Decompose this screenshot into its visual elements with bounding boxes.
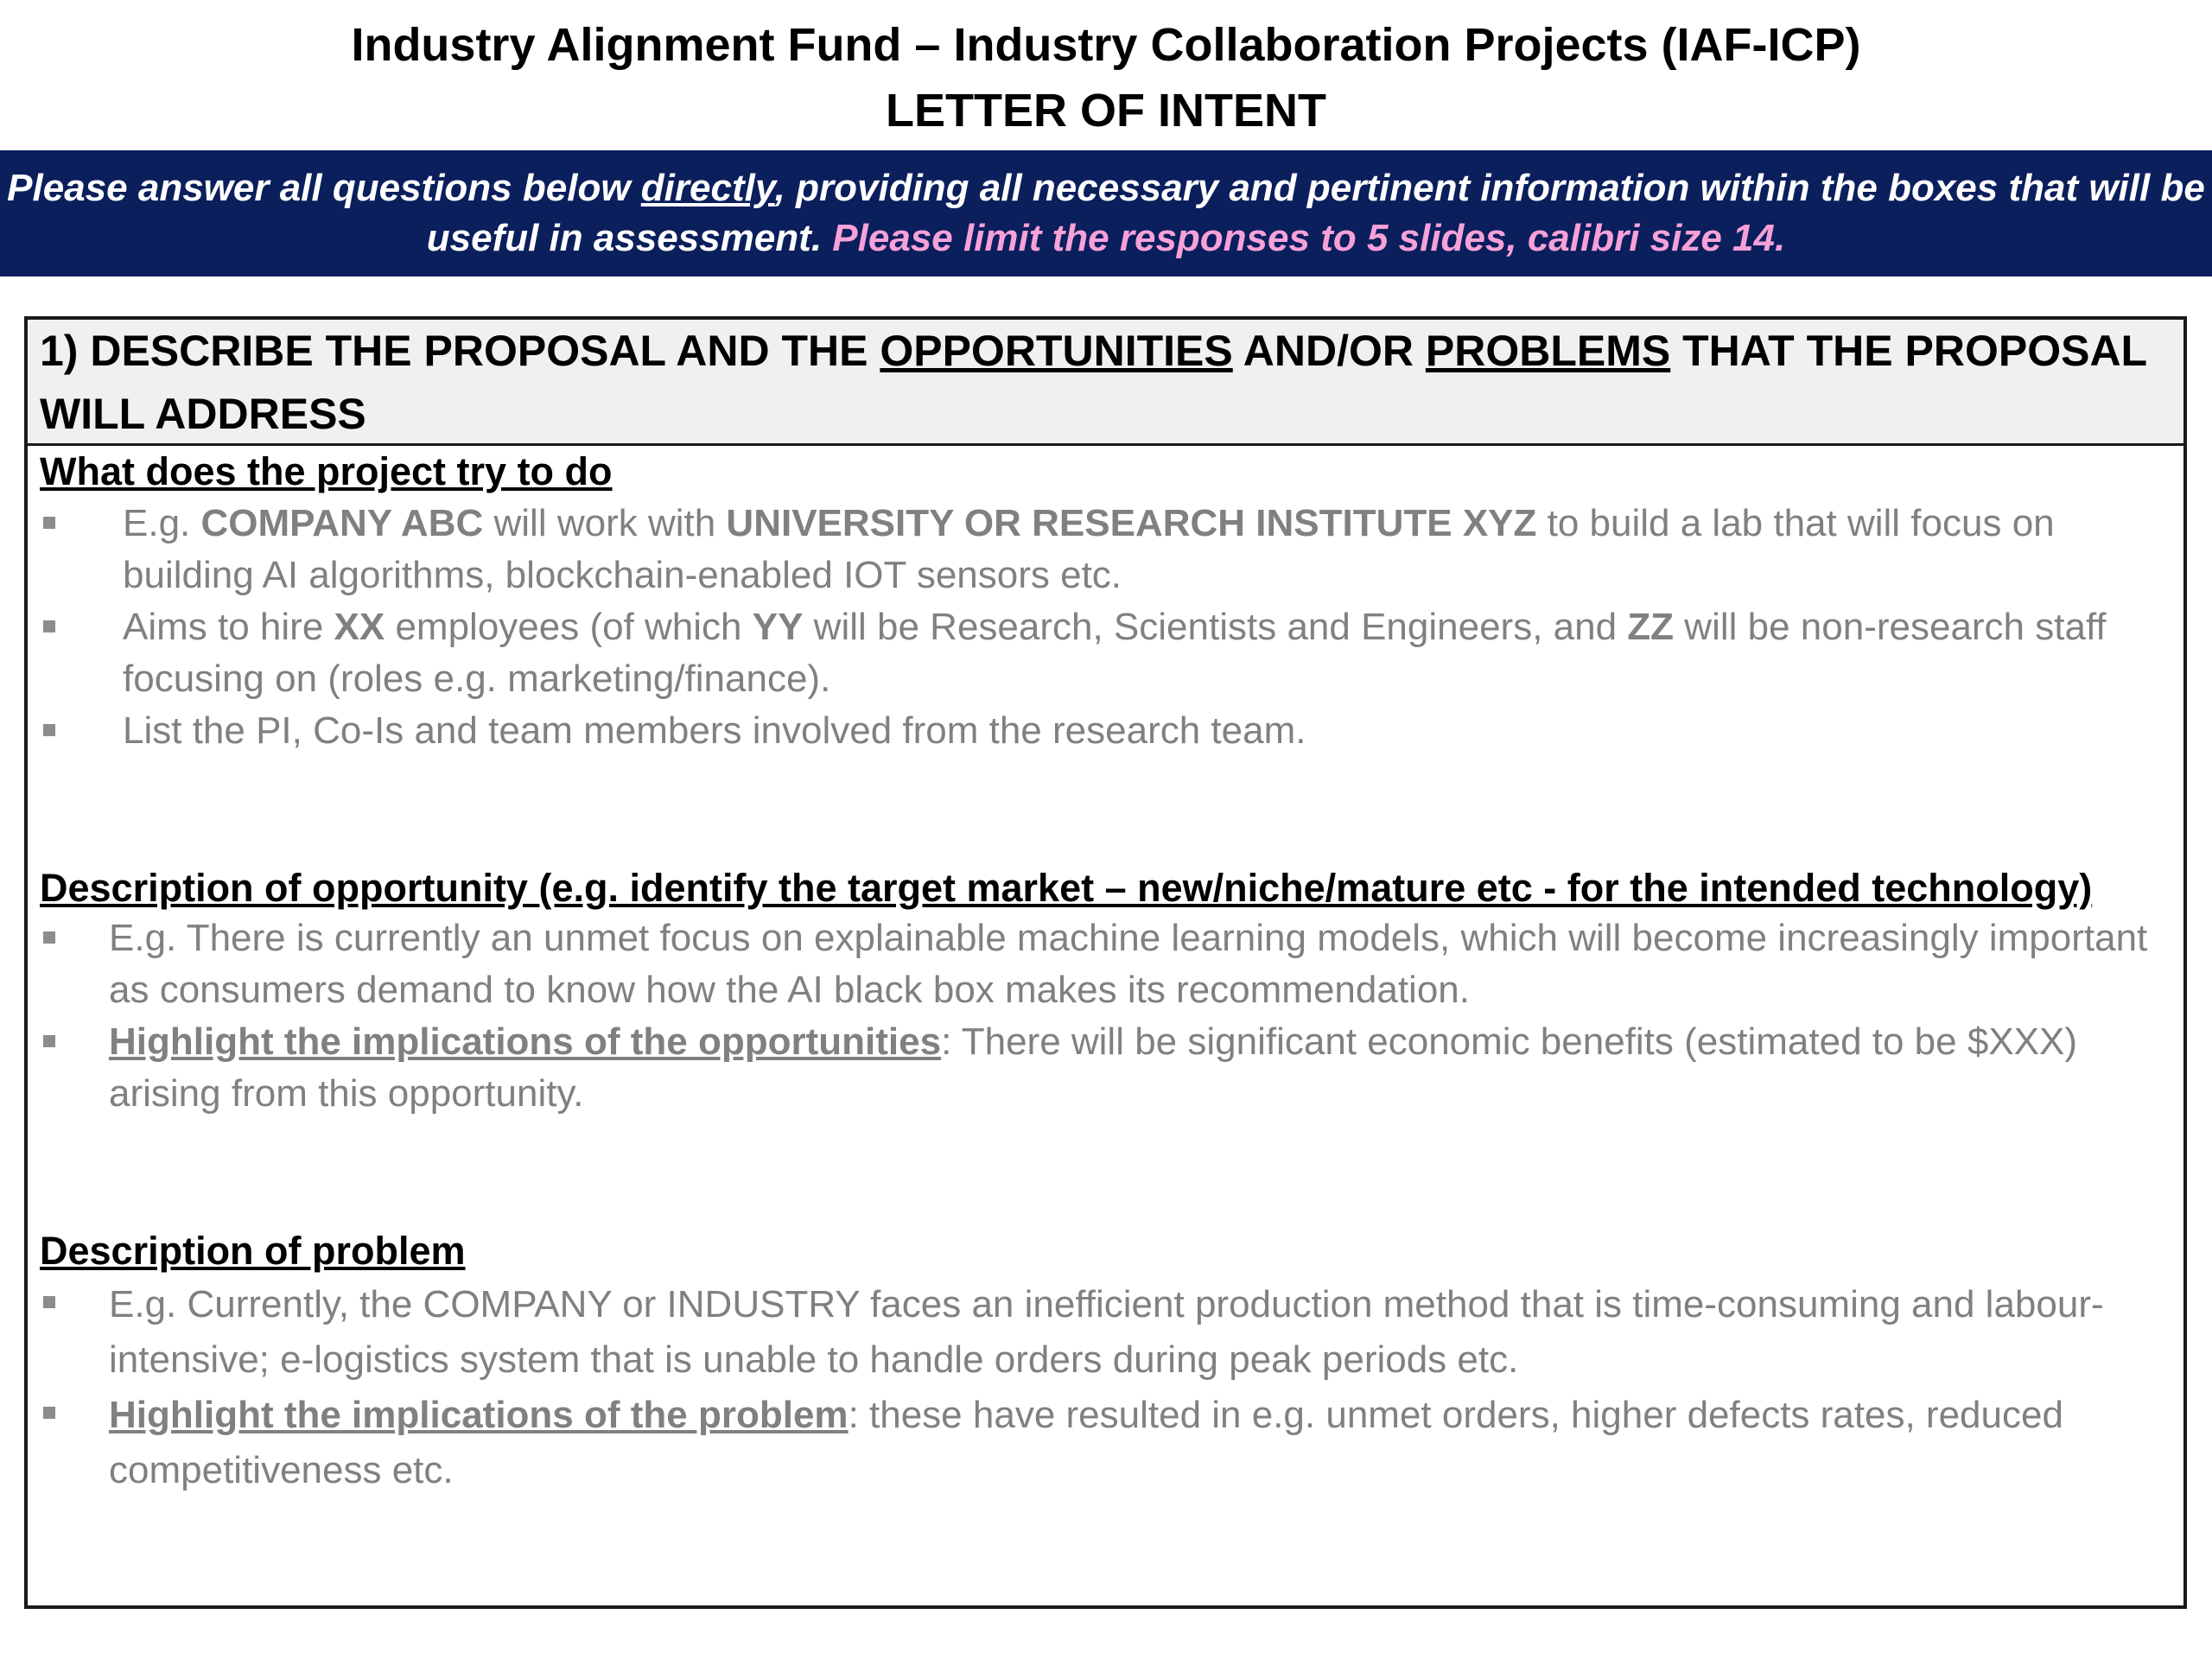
banner-text-1: Please answer all questions below	[7, 167, 641, 209]
document-subtitle: LETTER OF INTENT	[886, 85, 1326, 137]
project-list	[40, 498, 2171, 757]
bullet-icon	[43, 620, 55, 632]
opportunity-subheading: Description of opportunity (e.g. identify the target market – new/niche/mature etc - for the intended technology)	[40, 866, 2093, 910]
banner-limit-note: Please limit the responses to 5 slides, calibri size 14.	[832, 217, 1786, 259]
list-item	[40, 705, 2171, 757]
list-item-text: Aims to hire	[123, 606, 334, 648]
banner-text-2: , providing all necessary and pertinent information within the boxes that will be useful in assessment.	[426, 167, 2205, 259]
problem-list	[40, 1277, 2171, 1498]
instruction-banner	[0, 150, 2212, 276]
list-item-text: : There will be significant economic benefits (estimated to be $XXX) arising from this opportunity.	[109, 1020, 2078, 1115]
bullet-icon	[43, 1407, 55, 1419]
section-box	[24, 316, 2187, 1609]
list-item-text: to build a lab that will focus on building AI algorithms, blockchain-enabled IOT sensors etc.	[123, 502, 2055, 596]
company-placeholder: COMPANY ABC	[200, 502, 484, 544]
document-header	[0, 12, 2212, 143]
list-item	[40, 912, 2171, 1016]
document-title: Industry Alignment Fund – Industry Collaboration Projects (IAF-ICP)	[351, 19, 1861, 71]
list-item-text: will be Research, Scientists and Engineers, and	[803, 606, 1628, 648]
zz-placeholder: ZZ	[1627, 606, 1675, 648]
institute-placeholder: UNIVERSITY OR RESEARCH INSTITUTE XYZ	[726, 502, 1537, 544]
heading-text-2: AND/OR	[1232, 327, 1426, 375]
list-item	[40, 498, 2171, 601]
list-item	[40, 1388, 2171, 1498]
heading-opportunities: OPPORTUNITIES	[880, 327, 1233, 375]
heading-text-3: THAT THE PROPOSAL WILL ADDRESS	[40, 327, 2147, 438]
list-item-text: E.g. Currently, the COMPANY or INDUSTRY faces an inefficient production method that is time-consuming and labour-intensive; e-logistics system that is unable to handle orders during peak periods etc.	[109, 1283, 2104, 1381]
xx-placeholder: XX	[334, 606, 385, 648]
bullet-icon	[43, 931, 55, 944]
bullet-icon	[43, 1296, 55, 1308]
project-subheading: What does the project try to do	[40, 449, 613, 493]
list-item-text: will be non-research staff focusing on (roles e.g. marketing/finance).	[123, 606, 2107, 700]
heading-text-1: 1) DESCRIBE THE PROPOSAL AND THE	[40, 327, 880, 375]
list-item-text: employees (of which	[385, 606, 753, 648]
yy-placeholder: YY	[752, 606, 804, 648]
bullet-icon	[43, 1035, 55, 1047]
heading-problems: PROBLEMS	[1425, 327, 1671, 375]
list-item-text: List the PI, Co-Is and team members involved from the research team.	[123, 709, 1306, 752]
list-item-text: E.g.	[123, 502, 201, 544]
bullet-icon	[43, 517, 55, 529]
bullet-icon	[43, 724, 55, 736]
banner-underlined-word: directly	[640, 167, 775, 209]
list-item	[40, 1277, 2171, 1388]
list-item	[40, 1016, 2171, 1120]
implication-label: Highlight the implications of the problem	[109, 1394, 849, 1436]
list-item-text: E.g. There is currently an unmet focus on explainable machine learning models, which will become increasingly important as consumers demand to know how the AI black box makes its recommendation.	[109, 917, 2148, 1011]
list-item-text: : these have resulted in e.g. unmet orders, higher defects rates, reduced competitiveness etc.	[109, 1394, 2063, 1491]
list-item-text: will work with	[483, 502, 727, 544]
opportunity-list	[40, 912, 2171, 1120]
section-heading	[28, 320, 2183, 446]
problem-subheading: Description of problem	[40, 1229, 466, 1273]
list-item	[40, 601, 2171, 705]
implication-label: Highlight the implications of the opportunities	[109, 1020, 942, 1063]
